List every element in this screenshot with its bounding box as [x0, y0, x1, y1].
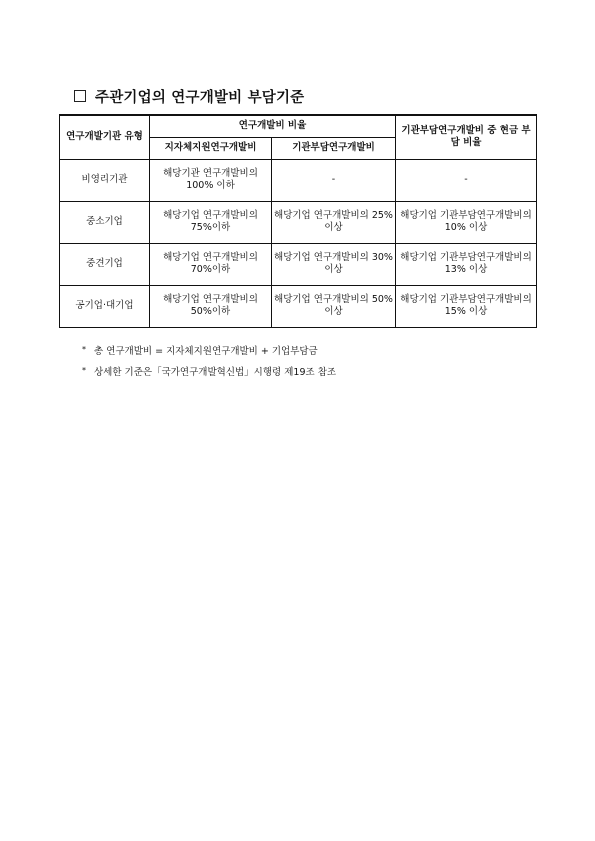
cell-cash-ratio: -: [396, 159, 537, 201]
cell-cash-ratio: 해당기업 기관부담연구개발비의 10% 이상: [396, 201, 537, 243]
cell-gov-ratio: 해당기업 연구개발비의 75%이하: [150, 201, 272, 243]
page-title: [74, 86, 304, 107]
header-cash-share-ratio: 기관부담연구개발비 중 현금 부담 비율: [396, 115, 537, 159]
cell-inst-ratio: 해당기업 연구개발비의 50% 이상: [272, 285, 396, 327]
footnote-text: 총 연구개발비 = 지자체지원연구개발비 + 기업부담금: [94, 346, 318, 357]
footnote-marker: *: [82, 366, 86, 375]
table-row: [60, 159, 537, 201]
cell-inst-ratio: 해당기업 연구개발비의 25% 이상: [272, 201, 396, 243]
header-institution-type: 연구개발기관 유형: [60, 115, 150, 159]
footnote-text: 상세한 기준은「국가연구개발혁신법」시행령 제19조 참조: [94, 367, 337, 378]
cell-type: 공기업·대기업: [60, 285, 150, 327]
table-header-row: [60, 115, 537, 137]
footnote-marker: *: [82, 345, 86, 354]
table-row: [60, 201, 537, 243]
cost-share-table: [59, 114, 537, 328]
table-row: [60, 243, 537, 285]
page-title-text: 주관기업의 연구개발비 부담기준: [95, 90, 305, 106]
cell-gov-ratio: 해당기관 연구개발비의 100% 이하: [150, 159, 272, 201]
cell-inst-ratio: -: [272, 159, 396, 201]
footnotes: [82, 340, 336, 382]
table-row: [60, 285, 537, 327]
checkbox-square-icon: [74, 90, 86, 102]
cell-cash-ratio: 해당기업 기관부담연구개발비의 13% 이상: [396, 243, 537, 285]
cell-type: 중소기업: [60, 201, 150, 243]
footnote-item: [82, 361, 336, 382]
cell-gov-ratio: 해당기업 연구개발비의 50%이하: [150, 285, 272, 327]
cell-inst-ratio: 해당기업 연구개발비의 30% 이상: [272, 243, 396, 285]
header-local-gov-rd-cost: 지자체지원연구개발비: [150, 137, 272, 159]
cell-cash-ratio: 해당기업 기관부담연구개발비의 15% 이상: [396, 285, 537, 327]
cell-gov-ratio: 해당기업 연구개발비의 70%이하: [150, 243, 272, 285]
cell-type: 중견기업: [60, 243, 150, 285]
header-rd-cost-ratio: 연구개발비 비율: [150, 115, 396, 137]
cell-type: 비영리기관: [60, 159, 150, 201]
footnote-item: [82, 340, 336, 361]
header-institution-rd-cost: 기관부담연구개발비: [272, 137, 396, 159]
